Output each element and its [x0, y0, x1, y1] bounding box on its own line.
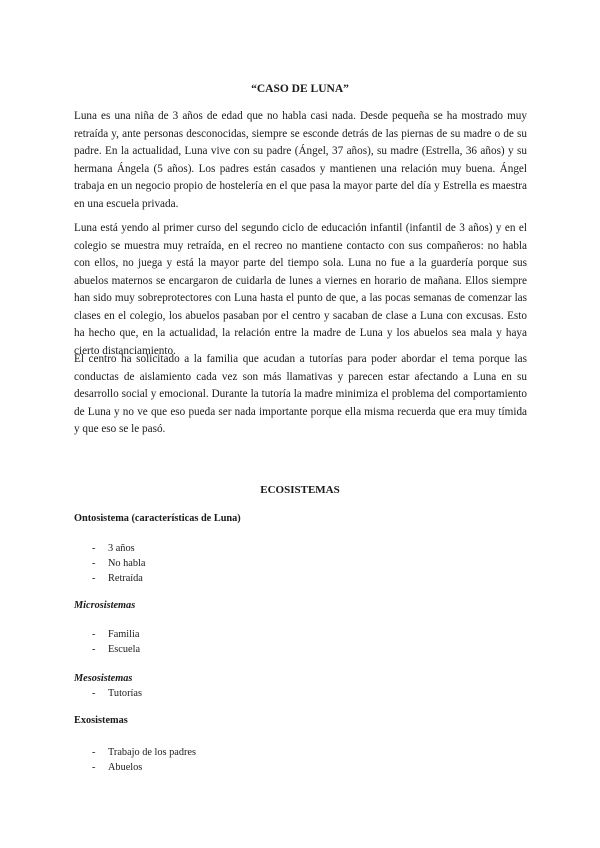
list-item-label: Abuelos: [108, 762, 143, 773]
document-title: “CASO DE LUNA”: [251, 83, 349, 95]
ontosistema-list: [92, 541, 145, 586]
list-item-label: Retraída: [108, 573, 143, 584]
bullet-dash: -: [92, 629, 96, 640]
bullet-dash: -: [92, 747, 96, 758]
microsistemas-heading-text: Microsistemas: [74, 600, 136, 611]
bullet-dash: -: [92, 644, 96, 655]
microsistemas-heading: [74, 600, 135, 611]
exosistemas-heading-text: Exosistemas: [74, 715, 128, 726]
bullet-dash: -: [92, 573, 96, 584]
list-item: [92, 745, 196, 760]
list-item-label: Tutorías: [108, 688, 142, 699]
bullet-dash: -: [92, 558, 96, 569]
section-title: ECOSISTEMAS: [260, 484, 340, 496]
list-item: [92, 686, 142, 701]
mesosistemas-heading: [74, 673, 132, 684]
list-item-label: Trabajo de los padres: [108, 747, 196, 758]
bullet-dash: -: [92, 762, 96, 773]
microsistemas-list: [92, 627, 140, 657]
list-item-label: Familia: [108, 629, 140, 640]
list-item-label: No habla: [108, 558, 146, 569]
list-item-label: 3 años: [108, 543, 135, 554]
exosistemas-heading: [74, 715, 128, 726]
bullet-dash: -: [92, 543, 96, 554]
list-item: [92, 571, 145, 586]
list-item-label: Escuela: [108, 644, 141, 655]
paragraph-1: Luna es una niña de 3 años de edad que no habla casi nada. Desde pequeña se ha mostrado muy retraída y, ante personas desconocidas, siempre se esconde detrás de las piernas de su madre o de su padre. En la actualidad, Luna vive con su padre (Ángel, 37 años), su madre (Estrella, 36 años) y su hermana Ángela (5 años). Los padres están casados y mantienen una relación muy buena. Ángel trabaja en un negocio propio de hostelería en el que pasa la mayor parte del día y Estrella es maestra en una escuela privada.: [74, 110, 527, 210]
mesosistemas-heading-text: Mesosistemas: [74, 673, 133, 684]
ontosistema-heading-text: Ontosistema (características de Luna): [74, 513, 241, 524]
list-item: [92, 541, 145, 556]
paragraph-2: Luna está yendo al primer curso del segundo ciclo de educación infantil (infantil de 3 años) y en el colegio se muestra muy retraída, en el recreo no mantiene contacto con sus compañeros: no habla con ellos, no juega y está la mayor parte del tiempo sola. Luna no fue a la guardería porque sus abuelos maternos se encargaron de cuidarla de lunes a viernes en horario de mañana. Ellos siempre han sido muy sobreprotectores con Luna hasta el punto de que, a las pocas semanas de comenzar las clases en el colegio, los abuelos pasaban por el centro y sacaban de clase a Luna con excusas. Esto ha hecho que, en la actualidad, la relación entre la madre de Luna y los abuelos sea mala y haya cierto distanciamiento.: [74, 222, 527, 357]
exosistemas-list: [92, 745, 196, 775]
bullet-dash: -: [92, 688, 96, 699]
mesosistemas-list: [92, 686, 142, 701]
list-item: [92, 627, 140, 642]
list-item: [92, 556, 145, 571]
list-item: [92, 760, 196, 775]
list-item: [92, 642, 140, 657]
paragraph-3: El centro ha solicitado a la familia que acudan a tutorías para poder abordar el tema porque las conductas de aislamiento cada vez son más llamativas y parecen estar afectando a Luna en su desarrollo social y emocional. Durante la tutoría la madre minimiza el problema del comportamiento de Luna y no ve que eso pueda ser nada importante porque ella misma recuerda que era muy tímida y que eso se le pasó.: [74, 353, 527, 435]
ontosistema-heading: [74, 513, 241, 524]
